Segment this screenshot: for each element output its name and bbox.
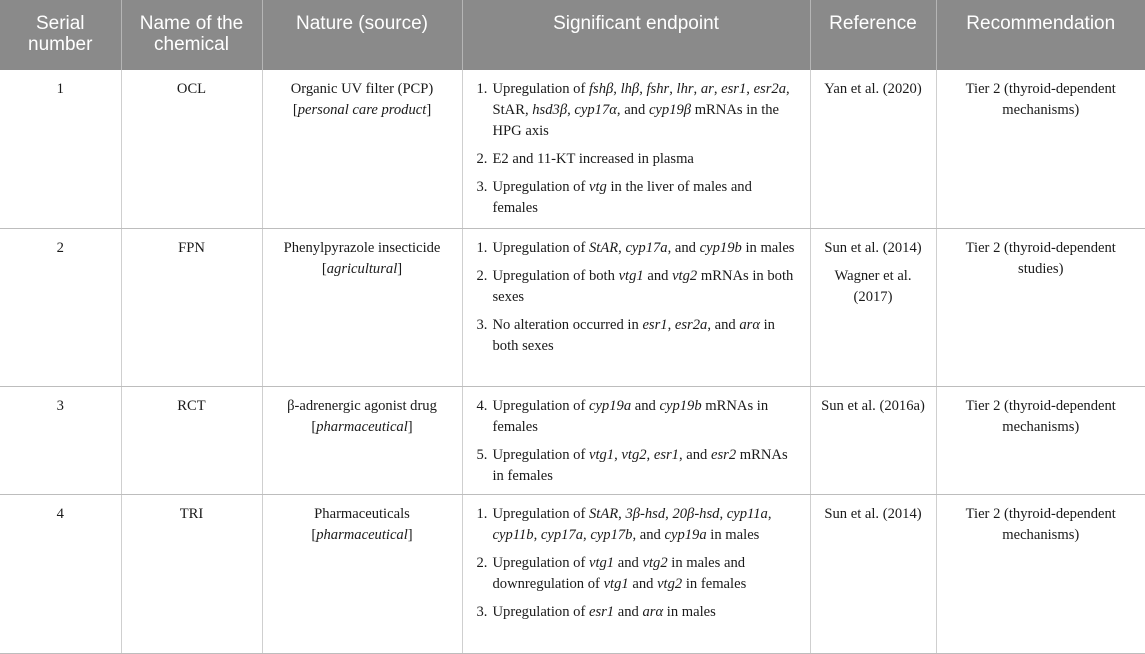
endpoint-number: 3. — [476, 603, 488, 620]
endpoint-number: 5. — [476, 446, 488, 463]
nature-cell: Phenylpyrazole insecticide [agricultural] — [262, 228, 462, 386]
reference-cell — [810, 70, 936, 228]
endpoint-text: Upregulation of vtg1 and vtg2 in males and downregulation of vtg1 and vtg2 in females — [492, 554, 747, 592]
source-label: [agricultural] — [321, 260, 403, 277]
serial-cell: 4 — [0, 494, 121, 653]
chemical-cell: RCT — [121, 386, 262, 494]
endpoint-text: Upregulation of vtg1, vtg2, esr1, and esr2 mRNAs in females — [492, 446, 788, 484]
recommendation-cell: Tier 2 (thyroid-dependent studies) — [936, 228, 1145, 386]
chemical-cell: TRI — [121, 494, 262, 653]
endpoint-item — [477, 504, 800, 546]
header-row — [0, 0, 1145, 70]
table-header — [0, 0, 1145, 70]
chemical-cell: OCL — [121, 70, 262, 228]
endpoint-item — [477, 238, 800, 259]
endpoint-text: Upregulation of both vtg1 and vtg2 mRNAs in both sexes — [492, 267, 794, 305]
endpoint-cell — [462, 70, 810, 228]
endpoint-text: Upregulation of fshβ, lhβ, fshr, lhr, ar, esr1, esr2a, StAR, hsd3β, cyp17α, and cyp19β mRNAs in the HPG axis — [492, 81, 790, 139]
endpoint-number: 1. — [476, 505, 488, 522]
endpoint-number: 2. — [476, 554, 488, 571]
nature-cell: Pharmaceuticals [pharmaceutical] — [262, 494, 462, 653]
endpoint-text: Upregulation of vtg in the liver of males and females — [492, 179, 752, 216]
endpoint-text: Upregulation of cyp19a and cyp19b mRNAs in females — [492, 397, 769, 435]
endpoint-item — [477, 602, 800, 623]
source-label: [personal care product] — [292, 102, 432, 118]
reference-cell — [810, 386, 936, 494]
header-nature-source: Nature (source) — [262, 0, 462, 70]
table-row — [0, 228, 1145, 386]
source-label: [pharmaceutical] — [311, 526, 413, 543]
serial-cell: 1 — [0, 70, 121, 228]
chemical-cell: FPN — [121, 228, 262, 386]
reference-item: Sun et al. (2016a) — [821, 397, 925, 414]
endpoint-cell — [462, 494, 810, 653]
reference-cell — [810, 228, 936, 386]
endpoint-item — [477, 315, 800, 357]
endpoint-number: 3. — [476, 316, 488, 333]
endpoint-item — [477, 266, 800, 308]
header-serial-number: Serial number — [0, 0, 121, 70]
endpoint-cell — [462, 386, 810, 494]
endpoint-item — [477, 445, 800, 487]
header-reference: Reference — [810, 0, 936, 70]
reference-item: Yan et al. (2020) — [824, 81, 922, 97]
endpoint-number: 4. — [476, 397, 488, 414]
endpoint-item — [477, 79, 800, 142]
endpoint-text: Upregulation of StAR, 3β-hsd, 20β-hsd, cyp11a, cyp11b, cyp17a, cyp17b, and cyp19a in males — [492, 505, 772, 543]
table-row — [0, 494, 1145, 653]
recommendation-cell: Tier 2 (thyroid-dependent mechanisms) — [936, 386, 1145, 494]
endpoint-text: No alteration occurred in esr1, esr2a, and arα in both sexes — [492, 316, 775, 354]
serial-cell: 2 — [0, 228, 121, 386]
endpoint-text: Upregulation of StAR, cyp17a, and cyp19b in males — [492, 239, 795, 256]
header-significant-endpoint: Significant endpoint — [462, 0, 810, 70]
endpoint-text: Upregulation of esr1 and arα in males — [492, 603, 716, 620]
header-recommendation: Recommendation — [936, 0, 1145, 70]
nature-cell: Organic UV filter (PCP) [personal care product] — [262, 70, 462, 228]
endpoint-text: E2 and 11-KT increased in plasma — [492, 151, 694, 167]
recommendation-cell: Tier 2 (thyroid-dependent mechanisms) — [936, 494, 1145, 653]
table-row — [0, 70, 1145, 228]
table-row — [0, 386, 1145, 494]
source-label: [pharmaceutical] — [311, 418, 413, 435]
endpoint-cell — [462, 228, 810, 386]
endpoint-item — [477, 396, 800, 438]
reference-item: Sun et al. (2014) — [824, 505, 922, 522]
endpoint-item — [477, 149, 800, 170]
endpoint-number: 3. — [476, 179, 488, 195]
endpoint-item — [477, 553, 800, 595]
serial-cell: 3 — [0, 386, 121, 494]
nature-cell: β-adrenergic agonist drug [pharmaceutical] — [262, 386, 462, 494]
reference-cell — [810, 494, 936, 653]
header-chemical-name: Name of the chemical — [121, 0, 262, 70]
reference-item: Sun et al. (2014) — [824, 239, 922, 256]
endpoint-item — [477, 177, 800, 219]
endpoint-number: 2. — [476, 151, 488, 167]
table-body — [0, 70, 1145, 653]
recommendation-cell: Tier 2 (thyroid-dependent mechanisms) — [936, 70, 1145, 228]
endpoint-number: 1. — [476, 81, 488, 97]
reference-item: Wagner et al. (2017) — [834, 267, 912, 305]
endpoint-number: 2. — [476, 267, 488, 284]
endpoint-number: 1. — [476, 239, 488, 256]
